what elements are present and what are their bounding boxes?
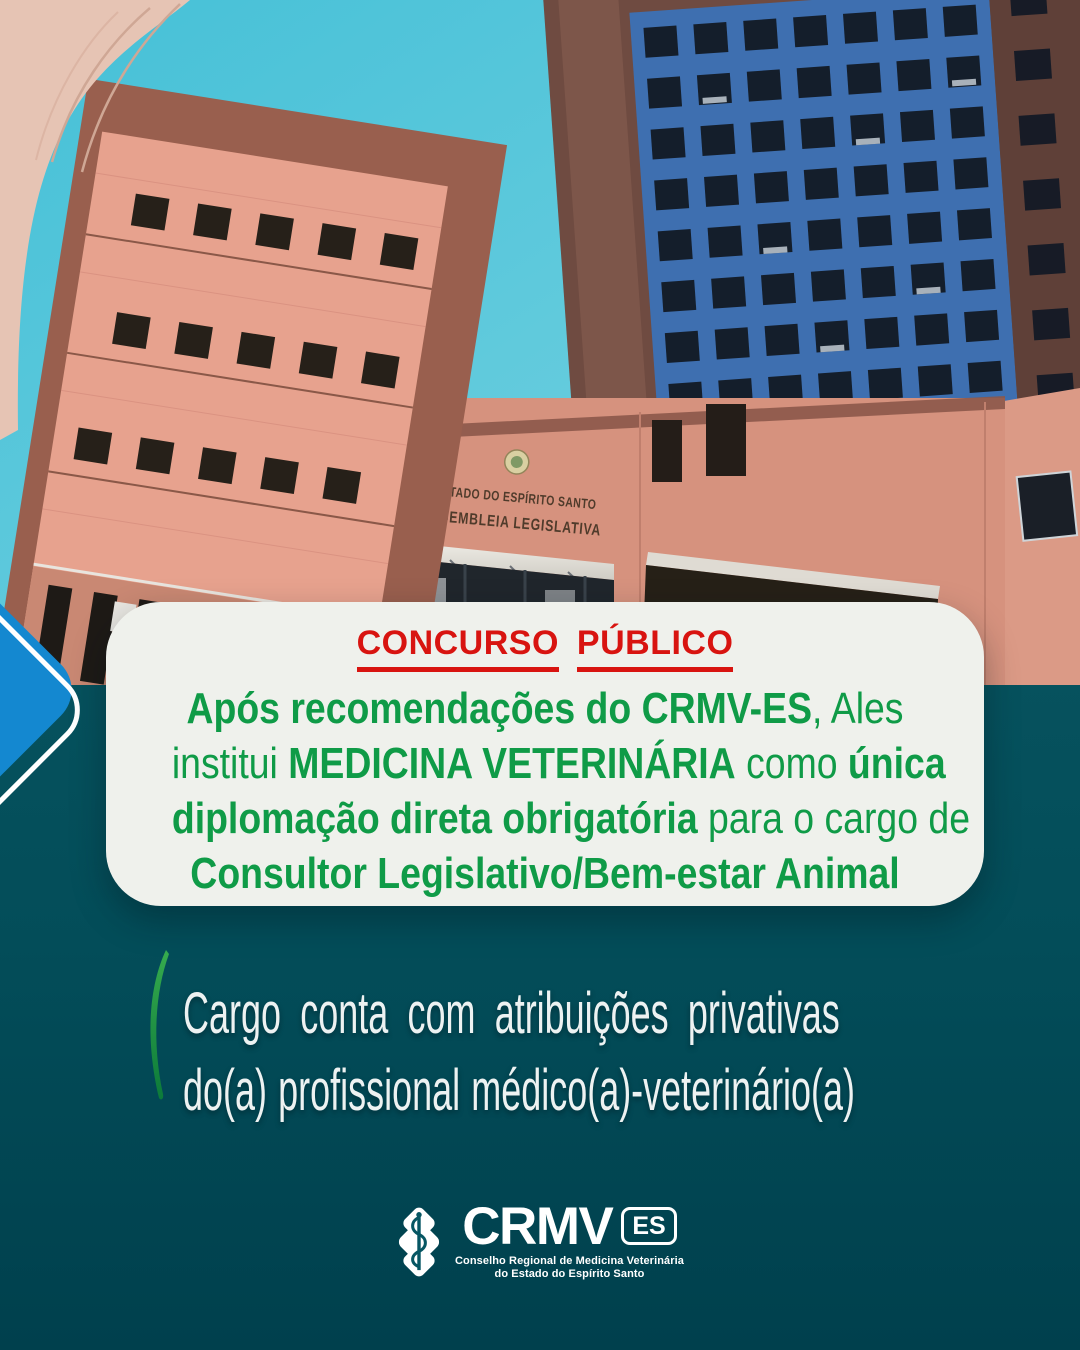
logo-subtitle-line-2: do Estado do Espírito Santo [494, 1268, 645, 1281]
crmv-emblem-icon [396, 1202, 442, 1282]
headline-line-1: Após recomendações do CRMV-ES, Ales [186, 684, 904, 733]
diamond-accent [0, 552, 100, 872]
title-word-concurso: CONCURSO [357, 624, 559, 672]
headline-line-3: diplomação direta obrigatória para o cargo de [171, 794, 971, 843]
headline-card [106, 602, 984, 906]
logo-subtitle-line-1: Conselho Regional de Medicina Veterinária [454, 1255, 685, 1267]
quote-line-2: do(a) profissional médico(a)-veterinário(a) [183, 1058, 855, 1123]
quote-mark-icon [142, 948, 180, 1104]
sign-line2: ASSEMBLEIA LEGISLATIVA [420, 506, 656, 545]
quote-line-1: Cargo conta com atribuições privativas [183, 981, 840, 1046]
headline-line-4: Consultor Legislativo/Bem-estar Animal [190, 849, 900, 898]
logo-acronym: CRMV [462, 1196, 613, 1256]
logo-region-badge: ES [621, 1207, 676, 1245]
card-title [106, 624, 984, 672]
crmv-logo [0, 1196, 1080, 1282]
title-word-publico: PÚBLICO [577, 624, 734, 672]
logo-subtitle [455, 1255, 684, 1282]
sign-line1: ESTADO DO ESPÍRITO SANTO [434, 482, 644, 517]
headline-text [106, 681, 984, 901]
headline-line-2: institui MEDICINA VETERINÁRIA como única [171, 739, 946, 788]
